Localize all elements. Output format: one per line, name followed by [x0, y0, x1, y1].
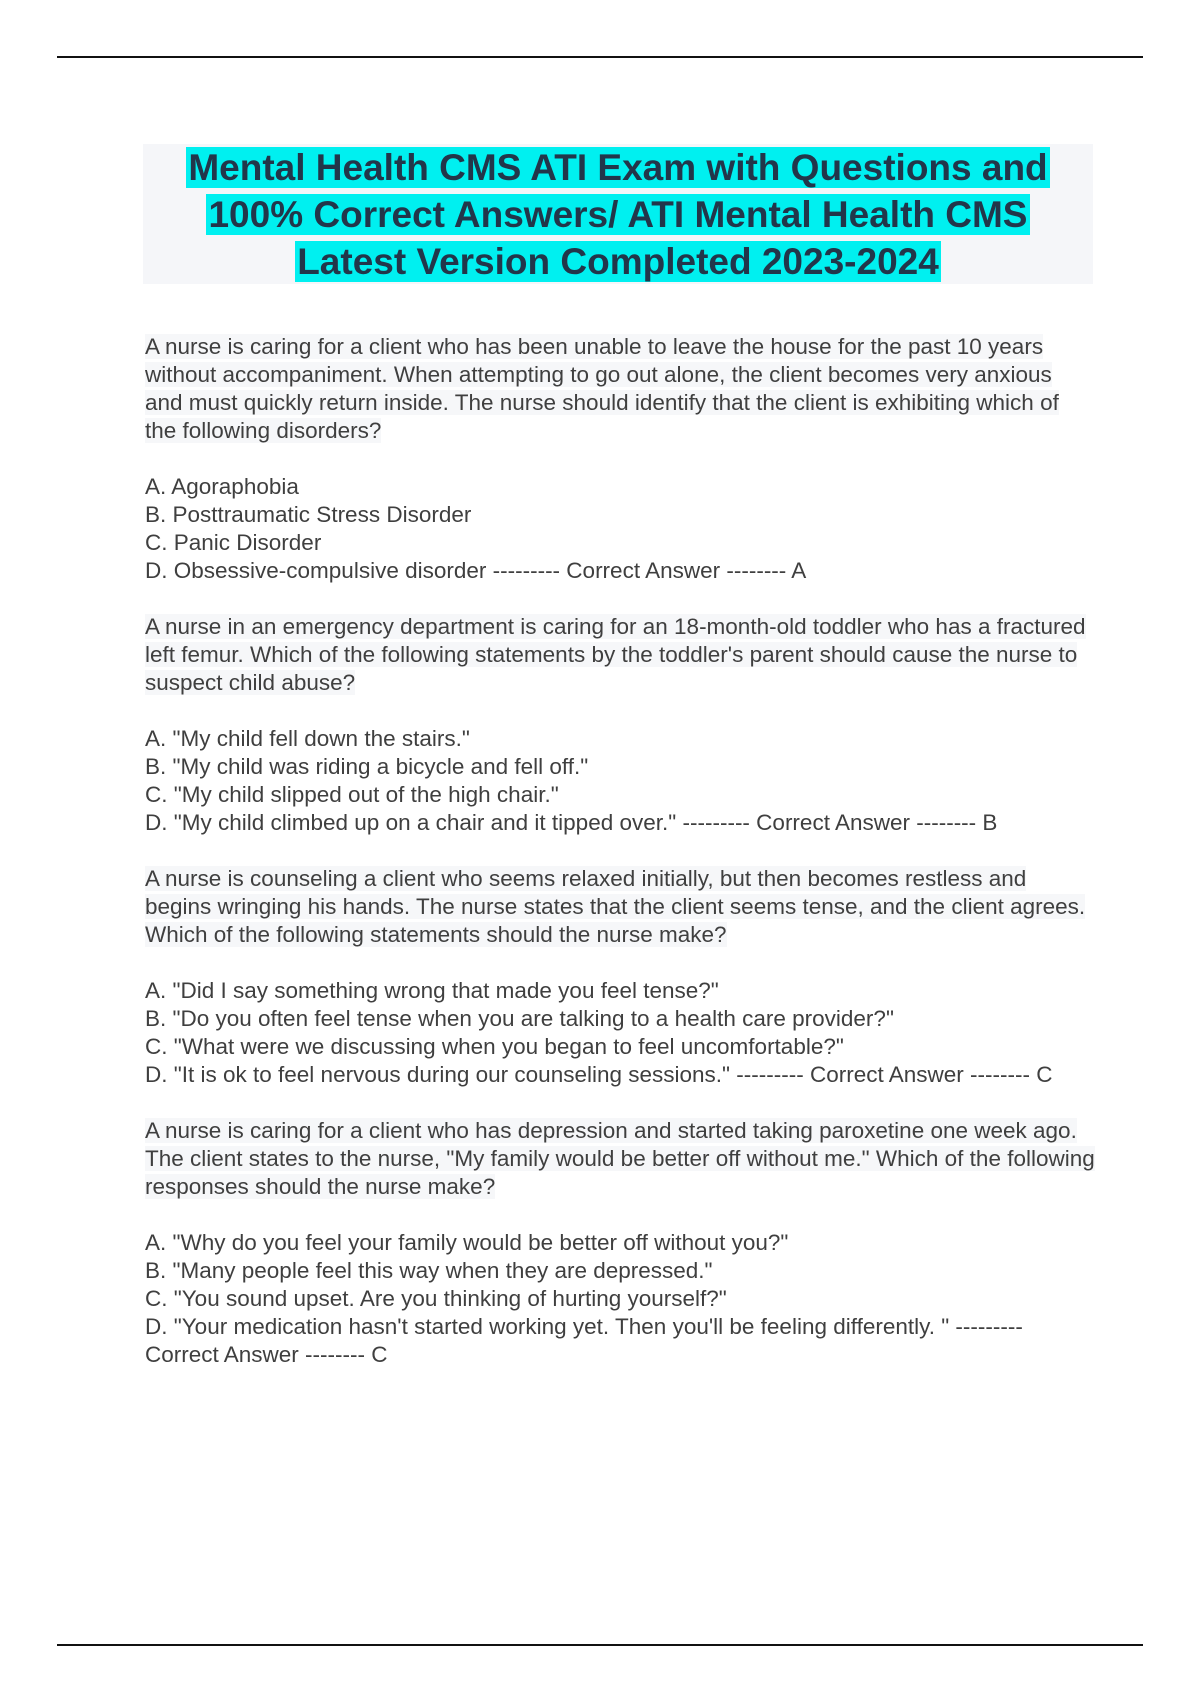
option-a: A. Agoraphobia	[145, 474, 299, 499]
option-d-with-answer: D. "My child climbed up on a chair and it tipped over." --------- Correct Answer -------- B	[145, 810, 998, 835]
option-b: B. "Do you often feel tense when you are talking to a health care provider?"	[145, 1006, 894, 1031]
top-rule	[57, 56, 1143, 58]
question-1	[145, 333, 1095, 585]
option-d-with-answer: D. "It is ok to feel nervous during our counseling sessions." --------- Correct Answer -------- C	[145, 1062, 1053, 1087]
option-c: C. "My child slipped out of the high chair."	[145, 782, 559, 807]
option-c: C. "You sound upset. Are you thinking of hurting yourself?"	[145, 1286, 727, 1311]
option-c: C. Panic Disorder	[145, 530, 322, 555]
question-stem: A nurse is caring for a client who has depression and started taking paroxetine one week ago. The client states to the nurse, "My family would be better off without me." Which of the following responses should the nurse make?	[145, 1118, 1095, 1199]
option-b: B. Posttraumatic Stress Disorder	[145, 502, 472, 527]
option-c: C. "What were we discussing when you began to feel uncomfortable?"	[145, 1034, 844, 1059]
option-b: B. "Many people feel this way when they are depressed."	[145, 1258, 713, 1283]
option-d-with-answer: D. "Your medication hasn't started working yet. Then you'll be feeling differently. " --------- Correct Answer -------- C	[145, 1314, 1030, 1367]
answer-options	[145, 725, 1095, 837]
title-line-2: 100% Correct Answers/ ATI Mental Health CMS	[208, 194, 1028, 235]
option-a: A. "Did I say something wrong that made you feel tense?"	[145, 978, 719, 1003]
answer-options	[145, 977, 1095, 1089]
question-list	[145, 333, 1095, 1397]
title-line-3: Latest Version Completed 2023-2024	[297, 241, 939, 282]
bottom-rule	[57, 1644, 1143, 1646]
option-a: A. "Why do you feel your family would be better off without you?"	[145, 1230, 789, 1255]
question-2	[145, 613, 1095, 837]
question-stem: A nurse in an emergency department is caring for an 18-month-old toddler who has a fractured left femur. Which of the following statements by the toddler's parent should cause the nurse to suspect child abuse?	[145, 614, 1086, 695]
answer-options	[145, 473, 1095, 585]
answer-options	[145, 1229, 1095, 1369]
document-title	[143, 144, 1093, 284]
title-line-1: Mental Health CMS ATI Exam with Questions and	[188, 147, 1048, 188]
question-4	[145, 1117, 1095, 1369]
option-d-with-answer: D. Obsessive-compulsive disorder --------- Correct Answer -------- A	[145, 558, 807, 583]
option-a: A. "My child fell down the stairs."	[145, 726, 470, 751]
question-stem: A nurse is caring for a client who has been unable to leave the house for the past 10 years without accompaniment. When attempting to go out alone, the client becomes very anxious and must quickly return inside. The nurse should identify that the client is exhibiting which of the following disorders?	[145, 334, 1059, 443]
question-3	[145, 865, 1095, 1089]
question-stem: A nurse is counseling a client who seems relaxed initially, but then becomes restless and begins wringing his hands. The nurse states that the client seems tense, and the client agrees. Which of the following statements should the nurse make?	[145, 866, 1086, 947]
option-b: B. "My child was riding a bicycle and fell off."	[145, 754, 589, 779]
